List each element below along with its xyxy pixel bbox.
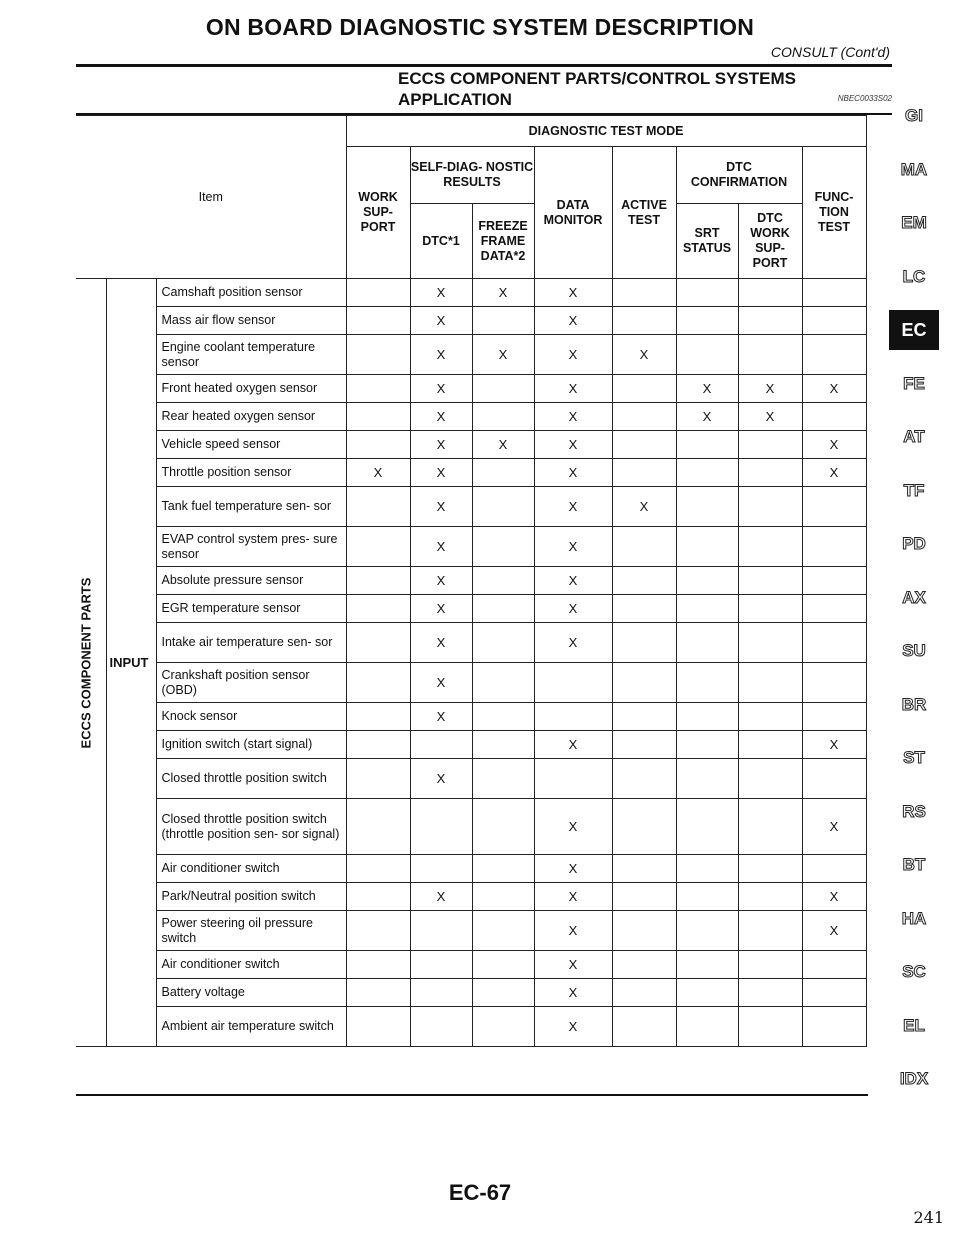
mode-cell: X <box>534 883 612 911</box>
mode-cell: X <box>802 459 866 487</box>
mode-cell <box>612 759 676 799</box>
mode-cell: X <box>410 487 472 527</box>
mode-cell <box>676 731 738 759</box>
group-label: ECCS COMPONENT PARTS <box>78 577 94 748</box>
mode-cell <box>472 1007 534 1047</box>
mode-cell <box>612 307 676 335</box>
item-name-cell: EGR temperature sensor <box>156 595 346 623</box>
table-row <box>76 759 866 799</box>
table-row <box>76 307 866 335</box>
table-row <box>76 431 866 459</box>
item-name-cell: Ambient air temperature switch <box>156 1007 346 1047</box>
mode-cell <box>676 487 738 527</box>
mode-cell: X <box>534 459 612 487</box>
table-row <box>76 375 866 403</box>
mode-cell: X <box>802 731 866 759</box>
mode-cell <box>802 487 866 527</box>
section-tab-bt[interactable]: BT <box>902 855 926 874</box>
table-row <box>76 527 866 567</box>
mode-cell <box>346 911 410 951</box>
item-name-cell: Vehicle speed sensor <box>156 431 346 459</box>
mode-cell <box>612 567 676 595</box>
table-row <box>76 979 866 1007</box>
mode-cell: X <box>802 431 866 459</box>
mode-cell <box>612 663 676 703</box>
mode-cell <box>802 1007 866 1047</box>
table-row <box>76 911 866 951</box>
mode-cell <box>346 403 410 431</box>
mode-cell <box>472 799 534 855</box>
table-body <box>76 279 866 1047</box>
mode-cell: X <box>738 375 802 403</box>
work-support-header: WORK SUP- PORT <box>346 147 410 279</box>
section-tab-ax[interactable]: AX <box>902 587 926 607</box>
mode-cell <box>676 335 738 375</box>
mode-cell <box>802 623 866 663</box>
sub-group-label: INPUT <box>106 279 156 1047</box>
mode-cell: X <box>534 595 612 623</box>
header-rule <box>76 64 892 67</box>
item-name-cell: Camshaft position sensor <box>156 279 346 307</box>
mode-cell: X <box>472 335 534 375</box>
table-row <box>76 487 866 527</box>
table-row <box>76 1007 866 1047</box>
mode-cell <box>738 595 802 623</box>
mode-cell <box>802 951 866 979</box>
item-name-cell: Closed throttle position switch <box>156 759 346 799</box>
mode-cell <box>472 731 534 759</box>
table-row <box>76 623 866 663</box>
section-tab-sc[interactable]: SC <box>902 962 926 981</box>
mode-cell <box>738 759 802 799</box>
item-name-cell: Absolute pressure sensor <box>156 567 346 595</box>
mode-cell: X <box>676 375 738 403</box>
mode-cell <box>410 731 472 759</box>
mode-cell: X <box>534 487 612 527</box>
mode-cell <box>676 527 738 567</box>
mode-cell: X <box>472 279 534 307</box>
section-tab-el[interactable]: EL <box>903 1015 925 1035</box>
mode-cell <box>472 883 534 911</box>
mode-cell <box>346 703 410 731</box>
mode-cell <box>472 595 534 623</box>
mode-cell: X <box>410 403 472 431</box>
mode-cell: X <box>534 279 612 307</box>
mode-cell <box>738 487 802 527</box>
mode-cell <box>612 279 676 307</box>
section-title-line-1: ECCS COMPONENT PARTS/CONTROL SYSTEMS <box>398 69 796 88</box>
mode-cell <box>612 855 676 883</box>
table-row <box>76 335 866 375</box>
section-tab-ha[interactable]: HA <box>901 908 927 928</box>
mode-cell: X <box>410 279 472 307</box>
mode-cell <box>612 595 676 623</box>
mode-cell: X <box>534 403 612 431</box>
item-name-cell: Ignition switch (start signal) <box>156 731 346 759</box>
mode-cell: X <box>534 979 612 1007</box>
item-name-cell: Battery voltage <box>156 979 346 1007</box>
table-row <box>76 403 866 431</box>
mode-cell <box>472 951 534 979</box>
mode-cell <box>676 759 738 799</box>
item-name-cell: Mass air flow sensor <box>156 307 346 335</box>
mode-cell <box>612 799 676 855</box>
mode-cell <box>612 527 676 567</box>
mode-cell <box>472 527 534 567</box>
dtc-confirmation-header: DTC CONFIRMATION <box>676 147 802 204</box>
mode-cell <box>738 1007 802 1047</box>
mode-cell <box>738 663 802 703</box>
table-row <box>76 855 866 883</box>
mode-cell <box>738 883 802 911</box>
mode-cell: X <box>534 527 612 567</box>
mode-cell <box>802 307 866 335</box>
function-test-header: FUNC- TION TEST <box>802 147 866 279</box>
mode-cell <box>410 1007 472 1047</box>
table-bottom-rule <box>76 1094 868 1096</box>
mode-cell: X <box>534 431 612 459</box>
mode-cell: X <box>534 799 612 855</box>
item-header: Item <box>76 116 346 279</box>
mode-cell <box>802 979 866 1007</box>
mode-cell <box>346 307 410 335</box>
section-tab-rs[interactable]: RS <box>902 801 926 821</box>
mode-cell: X <box>738 403 802 431</box>
mode-cell <box>738 459 802 487</box>
page-subtitle: CONSULT (Cont'd) <box>770 44 890 60</box>
mode-cell: X <box>346 459 410 487</box>
mode-cell <box>472 979 534 1007</box>
mode-cell: X <box>410 567 472 595</box>
item-name-cell: EVAP control system pres- sure sensor <box>156 527 346 567</box>
mode-cell: X <box>534 1007 612 1047</box>
mode-cell <box>676 883 738 911</box>
item-name-cell: Engine coolant temperature sensor <box>156 335 346 375</box>
section-tab-ma[interactable]: MA <box>900 159 928 179</box>
mode-cell: X <box>534 951 612 979</box>
table-row <box>76 883 866 911</box>
mode-cell <box>738 951 802 979</box>
mode-cell <box>676 855 738 883</box>
active-test-header: ACTIVE TEST <box>612 147 676 279</box>
mode-cell <box>676 307 738 335</box>
mode-cell <box>472 307 534 335</box>
mode-cell <box>612 623 676 663</box>
mode-cell <box>472 487 534 527</box>
mode-cell <box>802 759 866 799</box>
mode-cell <box>612 459 676 487</box>
mode-cell <box>612 951 676 979</box>
mode-cell <box>472 403 534 431</box>
mode-cell <box>676 623 738 663</box>
mode-cell: X <box>534 623 612 663</box>
table-row <box>76 595 866 623</box>
mode-cell: X <box>802 911 866 951</box>
group-label-cell <box>76 279 106 1047</box>
mode-cell <box>612 403 676 431</box>
mode-cell <box>738 623 802 663</box>
item-name-cell: Park/Neutral position switch <box>156 883 346 911</box>
mode-cell: X <box>534 375 612 403</box>
mode-cell <box>802 527 866 567</box>
mode-cell: X <box>410 883 472 911</box>
item-name-cell: Tank fuel temperature sen- sor <box>156 487 346 527</box>
mode-cell <box>738 799 802 855</box>
mode-cell <box>738 431 802 459</box>
table-row <box>76 279 866 307</box>
mode-cell: X <box>410 431 472 459</box>
mode-cell <box>472 759 534 799</box>
mode-cell: X <box>410 703 472 731</box>
mode-cell <box>676 663 738 703</box>
mode-cell <box>612 911 676 951</box>
mode-cell <box>346 759 410 799</box>
mode-cell <box>676 279 738 307</box>
mode-cell <box>802 567 866 595</box>
mode-cell <box>676 799 738 855</box>
mode-cell <box>738 527 802 567</box>
item-name-cell: Intake air temperature sen- sor <box>156 623 346 663</box>
section-title-line-2: APPLICATION <box>398 90 512 109</box>
mode-cell: X <box>802 375 866 403</box>
mode-cell <box>802 279 866 307</box>
diagnostic-test-mode-header: DIAGNOSTIC TEST MODE <box>346 116 866 147</box>
item-name-cell: Knock sensor <box>156 703 346 731</box>
mode-cell <box>410 911 472 951</box>
mode-cell: X <box>676 403 738 431</box>
mode-cell <box>346 951 410 979</box>
mode-cell <box>346 567 410 595</box>
mode-cell <box>676 911 738 951</box>
table-row <box>76 663 866 703</box>
dtc-work-support-header: DTC WORK SUP- PORT <box>738 204 802 279</box>
mode-cell <box>346 979 410 1007</box>
mode-cell <box>346 431 410 459</box>
section-tab-fe[interactable]: FE <box>903 373 925 393</box>
mode-cell <box>346 595 410 623</box>
mode-cell: X <box>612 487 676 527</box>
mode-cell: X <box>410 459 472 487</box>
item-name-cell: Rear heated oxygen sensor <box>156 403 346 431</box>
mode-cell <box>346 487 410 527</box>
mode-cell <box>612 375 676 403</box>
section-tab-st[interactable]: ST <box>903 748 925 767</box>
mode-cell <box>612 431 676 459</box>
mode-cell <box>738 567 802 595</box>
mode-cell: X <box>802 883 866 911</box>
mode-cell <box>410 979 472 1007</box>
mode-cell <box>802 595 866 623</box>
section-tab-ec[interactable]: EC <box>889 310 939 350</box>
item-name-cell: Power steering oil pressure switch <box>156 911 346 951</box>
mode-cell <box>346 731 410 759</box>
mode-cell: X <box>472 431 534 459</box>
mode-cell <box>410 799 472 855</box>
section-tab-su[interactable]: SU <box>902 641 926 660</box>
section-tab-lc[interactable]: LC <box>902 266 926 286</box>
mode-cell <box>534 703 612 731</box>
mode-cell <box>802 403 866 431</box>
mode-cell: X <box>612 335 676 375</box>
diagnostic-table <box>76 115 867 1047</box>
mode-cell <box>346 375 410 403</box>
section-tab-tf[interactable]: TF <box>903 480 925 500</box>
mode-cell: X <box>802 799 866 855</box>
mode-cell <box>346 279 410 307</box>
section-tab-idx[interactable]: IDX <box>899 1069 929 1088</box>
mode-cell <box>472 855 534 883</box>
table-row <box>76 951 866 979</box>
table-row <box>76 703 866 731</box>
mode-cell <box>738 335 802 375</box>
mode-cell <box>802 335 866 375</box>
mode-cell: X <box>410 759 472 799</box>
mode-cell <box>612 1007 676 1047</box>
item-name-cell: Front heated oxygen sensor <box>156 375 346 403</box>
table-row <box>76 459 866 487</box>
mode-cell <box>802 703 866 731</box>
freeze-frame-header: FREEZE FRAME DATA*2 <box>472 204 534 279</box>
item-name-cell: Throttle position sensor <box>156 459 346 487</box>
mode-cell: X <box>410 307 472 335</box>
mode-cell <box>472 911 534 951</box>
section-tab-br[interactable]: BR <box>901 694 927 714</box>
mode-cell <box>472 375 534 403</box>
mode-cell: X <box>534 567 612 595</box>
mode-cell: X <box>410 623 472 663</box>
reference-code: NBEC0033S02 <box>837 94 892 103</box>
mode-cell: X <box>534 855 612 883</box>
mode-cell <box>612 731 676 759</box>
self-diagnostic-results-header: SELF-DIAG- NOSTIC RESULTS <box>410 147 534 204</box>
section-tab-em[interactable]: EM <box>901 213 927 232</box>
mode-cell: X <box>410 663 472 703</box>
mode-cell <box>346 883 410 911</box>
mode-cell: X <box>534 911 612 951</box>
mode-cell <box>738 855 802 883</box>
mode-cell <box>410 951 472 979</box>
mode-cell <box>802 855 866 883</box>
mode-cell <box>738 279 802 307</box>
table-row <box>76 731 866 759</box>
mode-cell <box>676 595 738 623</box>
mode-cell <box>472 567 534 595</box>
mode-cell: X <box>410 375 472 403</box>
mode-cell: X <box>410 335 472 375</box>
mode-cell <box>676 1007 738 1047</box>
mode-cell <box>346 527 410 567</box>
section-tab-pd[interactable]: PD <box>902 534 926 553</box>
mode-cell <box>472 459 534 487</box>
section-tab-gi[interactable]: GI <box>905 106 923 125</box>
mode-cell <box>534 663 612 703</box>
mode-cell <box>676 703 738 731</box>
page-title: ON BOARD DIAGNOSTIC SYSTEM DESCRIPTION <box>205 14 755 40</box>
mode-cell <box>612 979 676 1007</box>
mode-cell <box>346 623 410 663</box>
mode-cell: X <box>534 731 612 759</box>
mode-cell <box>472 663 534 703</box>
mode-cell <box>676 951 738 979</box>
mode-cell <box>346 855 410 883</box>
mode-cell <box>410 855 472 883</box>
mode-cell <box>346 799 410 855</box>
mode-cell <box>738 979 802 1007</box>
mode-cell <box>738 911 802 951</box>
mode-cell: X <box>534 307 612 335</box>
mode-cell <box>738 307 802 335</box>
mode-cell: X <box>410 527 472 567</box>
table-row <box>76 799 866 855</box>
srt-status-header: SRT STATUS <box>676 204 738 279</box>
mode-cell <box>534 759 612 799</box>
mode-cell <box>612 703 676 731</box>
data-monitor-header: DATA MONITOR <box>534 147 612 279</box>
mode-cell <box>802 663 866 703</box>
table-row <box>76 567 866 595</box>
mode-cell <box>612 883 676 911</box>
item-name-cell: Closed throttle position switch (throttle position sen- sor signal) <box>156 799 346 855</box>
mode-cell <box>472 623 534 663</box>
mode-cell <box>346 335 410 375</box>
mode-cell <box>738 703 802 731</box>
mode-cell <box>676 979 738 1007</box>
mode-cell <box>676 567 738 595</box>
mode-cell <box>346 663 410 703</box>
page-sequence-number: 241 <box>913 1208 944 1227</box>
mode-cell <box>472 703 534 731</box>
mode-cell <box>676 459 738 487</box>
page-number: EC-67 <box>448 1180 512 1205</box>
item-name-cell: Air conditioner switch <box>156 855 346 883</box>
section-tab-at[interactable]: AT <box>903 427 925 446</box>
mode-cell <box>738 731 802 759</box>
mode-cell <box>346 1007 410 1047</box>
item-name-cell: Air conditioner switch <box>156 951 346 979</box>
section-title <box>398 68 898 110</box>
item-name-cell: Crankshaft position sensor (OBD) <box>156 663 346 703</box>
mode-cell <box>676 431 738 459</box>
mode-cell: X <box>410 595 472 623</box>
mode-cell: X <box>534 335 612 375</box>
dtc1-header: DTC*1 <box>410 204 472 279</box>
